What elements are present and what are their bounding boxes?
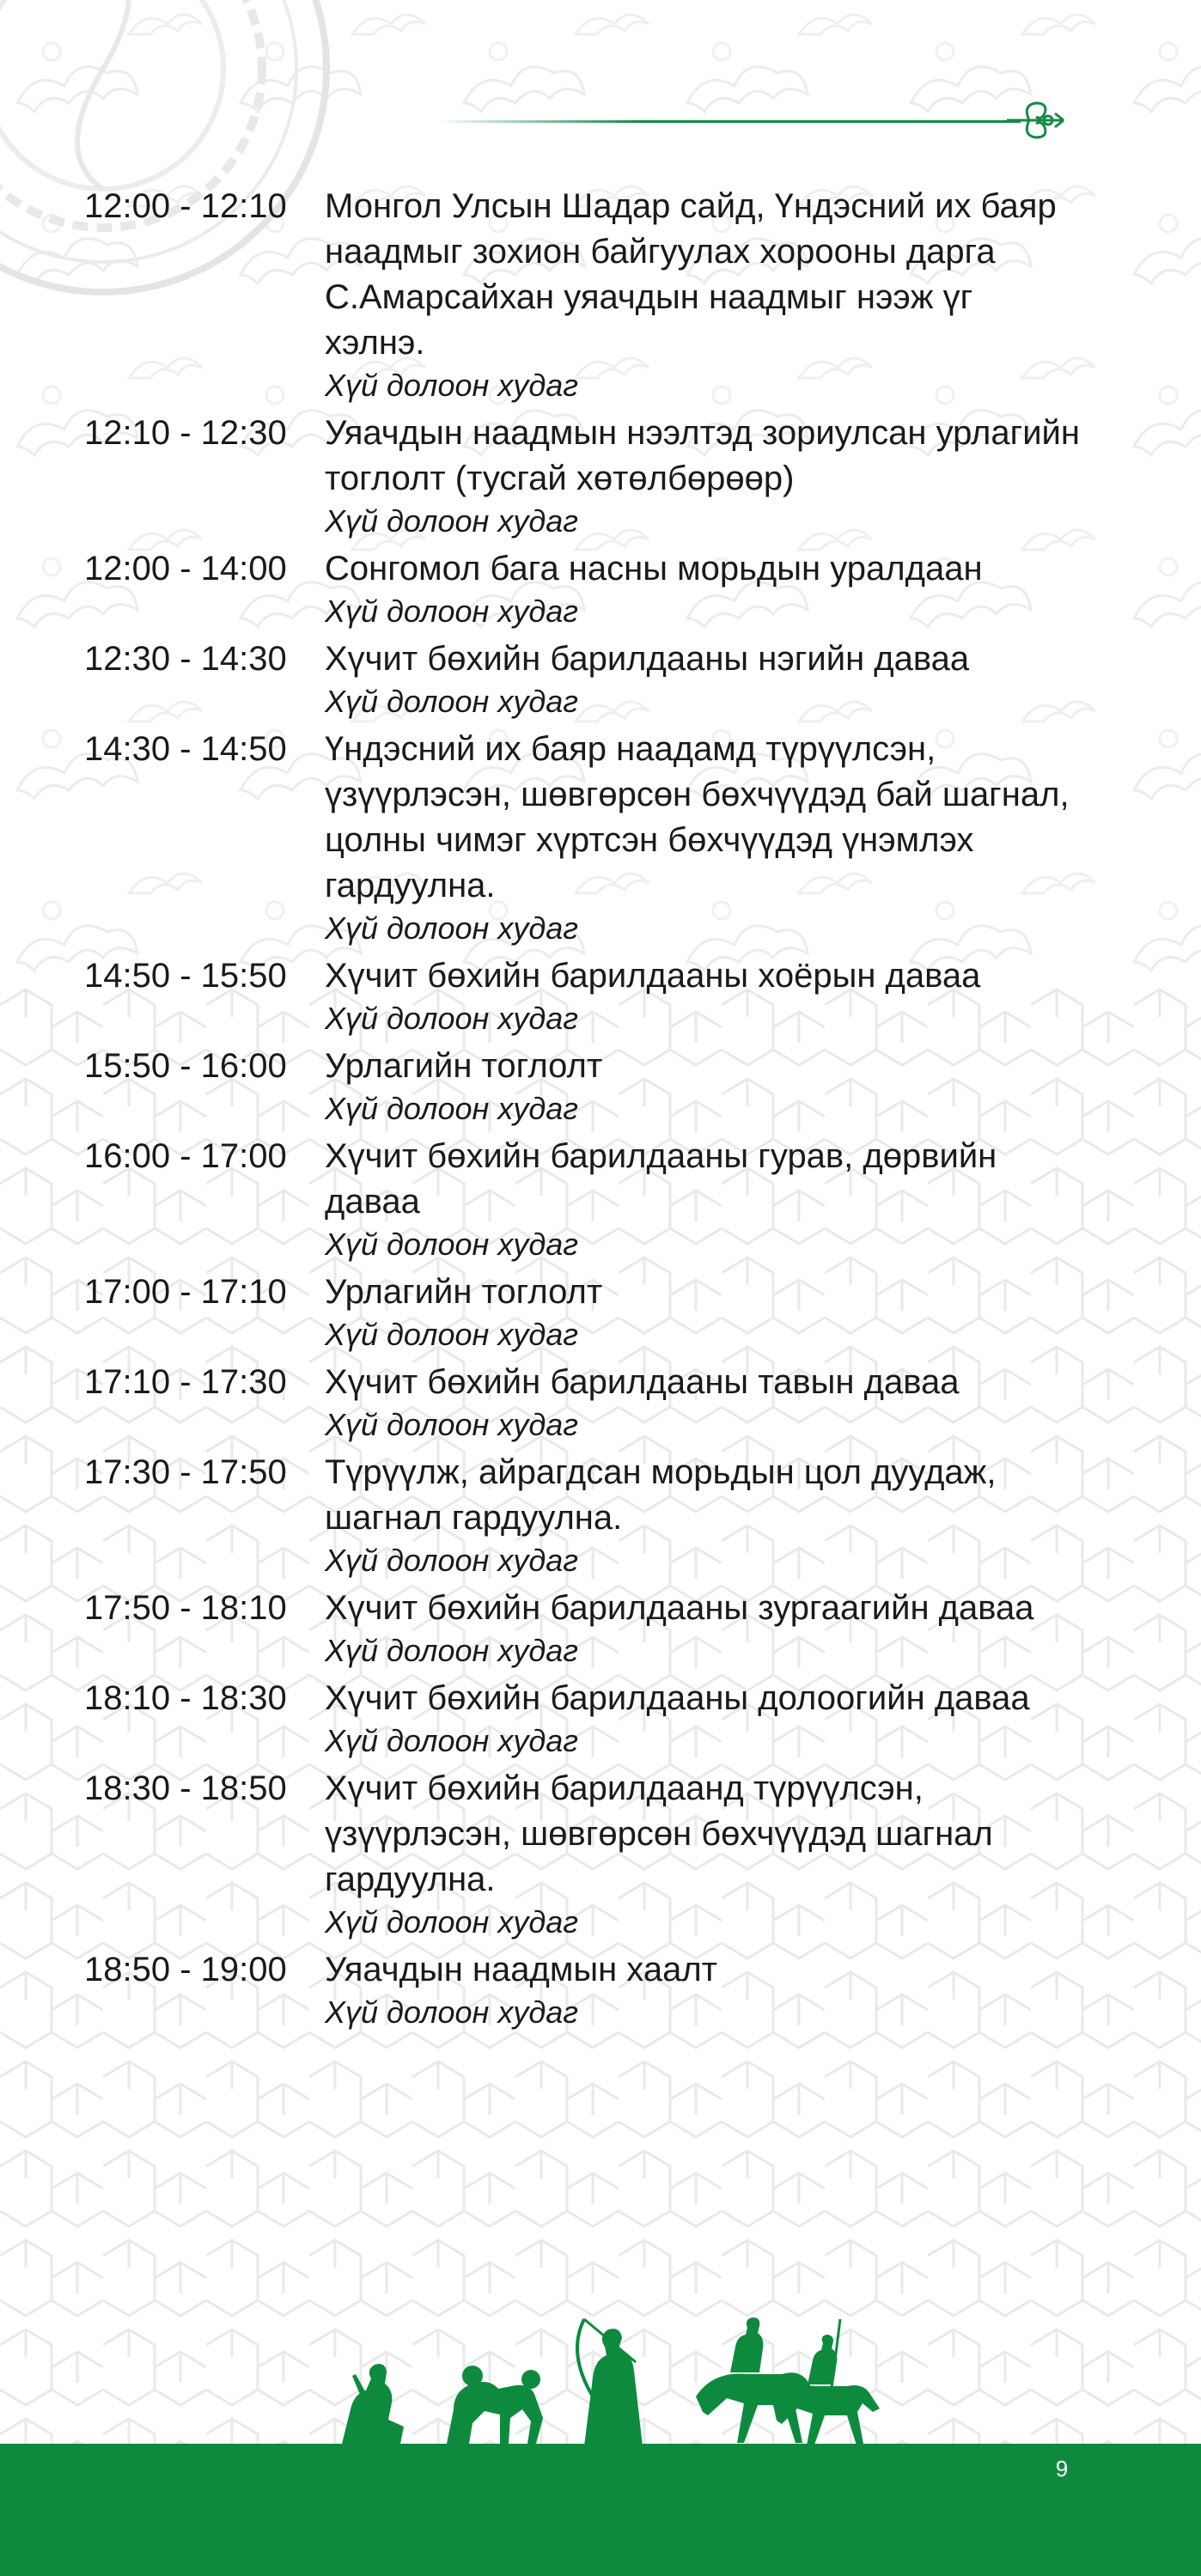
event-venue: Хүй долоон худаг [325,1543,578,1578]
event-venue: Хүй долоон худаг [325,503,578,539]
event-description: Монгол Улсын Шадар сайд, Үндэсний их баяр наадмыг зохион байгуулах хорооны дарга С.Амарсайхан уяачдын наадмыг нээж үг хэлнэ. [325,187,1057,362]
time-range: 18:30 - 18:50 [84,1769,287,1807]
event-description: Хүчит бөхийн барилдааны хоёрын даваа [325,957,981,995]
time-range: 12:10 - 12:30 [84,414,287,452]
time-range: 18:10 - 18:30 [84,1679,287,1717]
schedule-row [84,1450,1081,1580]
time-range: 16:00 - 17:00 [84,1137,287,1175]
time-range: 17:10 - 17:30 [84,1363,287,1401]
schedule-row [84,1044,1081,1129]
header-divider-line [436,120,1021,123]
event-description: Түрүүлж, айрагдсан морьдын цол дуудаж, шагнал гардуулна. [325,1453,997,1537]
event-venue: Хүй долоон худаг [325,684,578,719]
event-description: Сонгомол бага насны морьдын уралдаан [325,550,983,588]
time-range: 14:30 - 14:50 [84,730,287,768]
time-range: 12:00 - 12:10 [84,187,287,225]
time-range: 18:50 - 19:00 [84,1951,287,1988]
event-description: Хүчит бөхийн барилдааны тавын даваа [325,1363,960,1401]
event-description: Үндэсний их баяр наадамд түрүүлсэн, үзүүрлэсэн, шөвгөрсөн бөхчүүдэд бай шагнал, цолны чимэг хүртсэн бөхчүүдэд үнэмлэх гардуулна. [325,730,1070,904]
event-description: Хүчит бөхийн барилдааны нэгийн даваа [325,640,970,678]
event-description: Хүчит бөхийн барилдаанд түрүүлсэн, үзүүрлэсэн, шөвгөрсөн бөхчүүдэд шагнал гардуулна. [325,1769,993,1898]
schedule-row [84,1360,1081,1445]
time-range: 12:00 - 14:00 [84,550,287,588]
schedule-row [84,1586,1081,1671]
schedule-row [84,636,1081,722]
time-range: 17:00 - 17:10 [84,1273,287,1311]
schedule-row [84,411,1081,541]
event-venue: Хүй долоон худаг [325,1904,578,1940]
schedule-row [84,727,1081,948]
schedule-row [84,1766,1081,1942]
event-description: Хүчит бөхийн барилдааны гурав, дөрвийн даваа [325,1137,997,1221]
schedule-row [84,546,1081,631]
time-range: 17:30 - 17:50 [84,1453,287,1491]
footer-bar [0,2444,1201,2576]
schedule-row [84,1676,1081,1761]
schedule-row [84,184,1081,405]
time-range: 17:50 - 18:10 [84,1589,287,1627]
time-range: 15:50 - 16:00 [84,1047,287,1085]
event-venue: Хүй долоон худаг [325,910,578,946]
event-description: Хүчит бөхийн барилдааны долоогийн даваа [325,1679,1030,1717]
event-description: Уяачдын наадмын нээлтэд зориулсан урлагийн тоглолт (тусгай хөтөлбөрөөр) [325,414,1080,497]
schedule-row [84,953,1081,1038]
event-venue: Хүй долоон худаг [325,1227,578,1262]
event-venue: Хүй долоон худаг [325,1091,578,1126]
scroll-ornament-icon [1003,93,1070,148]
schedule-row [84,1270,1081,1355]
event-venue: Хүй долоон худаг [325,1407,578,1442]
event-description: Урлагийн тоглолт [325,1273,603,1311]
event-venue: Хүй долоон худаг [325,594,578,629]
event-description: Хүчит бөхийн барилдааны зургаагийн даваа [325,1589,1034,1627]
schedule-row [84,1134,1081,1264]
naadam-silhouettes-icon [326,2268,911,2448]
schedule-row [84,1947,1081,2032]
event-venue: Хүй долоон худаг [325,1317,578,1352]
time-range: 14:50 - 15:50 [84,957,287,995]
event-venue: Хүй долоон худаг [325,1633,578,1668]
event-description: Урлагийн тоглолт [325,1047,603,1085]
event-description: Уяачдын наадмын хаалт [325,1951,717,1988]
event-venue: Хүй долоон худаг [325,1994,578,2030]
event-venue: Хүй долоон худаг [325,368,578,403]
event-venue: Хүй долоон худаг [325,1001,578,1036]
event-venue: Хүй долоон худаг [325,1723,578,1758]
time-range: 12:30 - 14:30 [84,640,287,678]
page-number: 9 [1055,2456,1069,2482]
schedule-list [84,184,1081,2037]
